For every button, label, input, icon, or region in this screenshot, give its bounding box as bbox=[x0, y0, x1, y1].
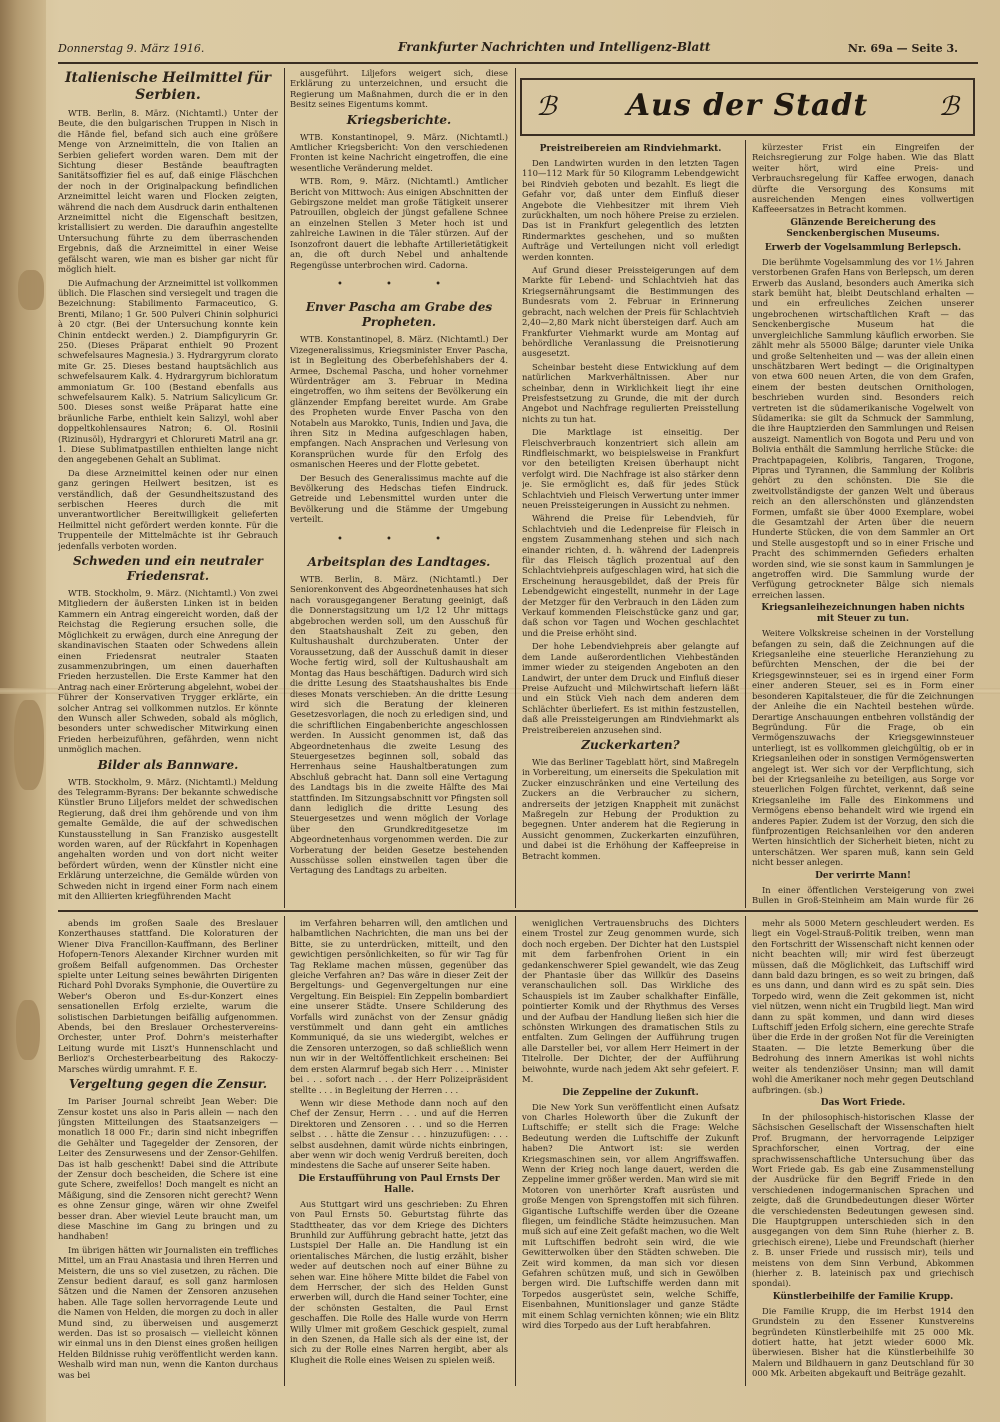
article-paragraph: Da diese Arzneimittel keinen oder nur einen ganz geringen Heilwert besitzen, ist es verständlich, daß der Gesundheitszustand des serbischen Heeres durch die mit unverantwortlicher Bereitwilligkeit gelieferten Heilmittel nicht gefördert werden konnte. Für die Truppenteile der Mittelmächte ist ihr Gebrauch jedenfalls verboten worden. bbox=[58, 467, 278, 551]
ornament-icon: ℬ bbox=[938, 92, 959, 122]
article-paragraph: In der philosophisch-historischen Klasse der Sächsischen Gesellschaft der Wissenschaften hielt Prof. Brugmann, der hervorragende Leipziger Sprachforscher, einen Vortrag, der eine sprachwissenschaftliche Untersuchung über das Wort Friede gab. Es gab eine Zusammenstellung der Ausdrücke für den Begriff Friede in den verschiedenen indogermanischen Sprachen und zeigte, daß die Grundbedeutungen dieser Wörter die verschiedensten Bedeutungen gewesen sind. Die Hauptgruppen unterschieden sich in den ausgegangen von dem Sinn Ruhe (hierher z. B. griechisch eirene), Liebe und Freundschaft (hierher z. B. unser Friede und russisch mir), teils und meistens von dem Sinn Verbund, Abkommen (hierher z. B. lateinisch pax und griechisch spondai). bbox=[752, 1111, 974, 1289]
masthead: Frankfurter Nachrichten und Intelligenz-Blatt bbox=[398, 40, 711, 54]
article-paragraph: Im Pariser Journal schreibt Jean Weber: Die Zensur kostet uns also in Paris allein — nach den jüngsten Mitteilungen des Staatsanzeigers — monatlich 18 000 Fr.; darin sind nicht inbegriffen die Gehälter und Tagegelder der Zensoren, der Leiter des Zensurwesens und der Zensor-Gehilfen. Das ist halb geschenkt! Dabei sind die Attribute der Zensur doch bescheiden, die Schere ist eine gute Schere, zweifellos! Doch mangelt es nicht an Mäßigung, sind die Zensoren nicht gerecht? Wenn es ohne Zensur ginge, wären wir ohne Zweifel besser dran. Aber wieviel Leute braucht man, um diese Maschine im Gang zu bringen und zu handhaben! bbox=[58, 1096, 278, 1242]
article-paragraph: mehr als 5000 Metern geschleudert werden. Es liegt ein Vogel-Strauß-Politik treiben, wenn man den Fortschritt der Wissenschaft nicht kennen oder nicht beachten will; mir wird fest überzeugt müssen, daß die Möglichkeit, das Luftschiff wird dann bald dazu bringen, es so weit zu bringen, daß es uns dann, und dann wird es zu spät sein. Dies Torpedo wird, wenn die Zeit gekommen ist, nicht viel nützen, wenn nicht ein Trugbild liegt. Man wird dann zu spät kommen, und dann wird dieses Luftschiff jeden Erfolg sichern, eine gerechte Strafe über die Erde in der großen Not für die Vereinigten Staaten. — Die letzte Bemerkung über die Bedrohung des innern Amerikas ist wohl nichts weiter als tendenziöser Unsinn; man will damit wohl die Amerikaner noch mehr gegen Deutschland aufbringen. (sb.) bbox=[752, 918, 974, 1095]
paper-damage bbox=[14, 700, 44, 790]
article-paragraph: Wie das Berliner Tageblatt hört, sind Maßregeln in Vorbereitung, um einerseits die Spekulation mit Zucker einzuschränken und eine Verteilung des Zuckers an die Verbraucher zu sichern, andrerseits der jetzigen Knappheit mit zunächst Maßregeln zur Hebung der Produktion zu begegnen. Unter anderem hat die Regierung in Aussicht genommen, Zuckerkarten einzuführen, und dabei ist die Erhöhung der Kaffeepreise in Betracht kommen. bbox=[522, 756, 739, 861]
article-paragraph: Scheinbar besteht diese Entwicklung auf dem natürlichen Markverhältnissen. Aber nur scheinbar, denn in Wirklichkeit liegt ihr eine Preisfestsetzung zu Grunde, die mit der durch Angebot und Nachfrage regulierten Preisstellung nichts zu tun hat. bbox=[522, 361, 739, 424]
article-paragraph: im Verfahren beharren will, den amtlichen und halbamtlichen Nachrichten, die man uns bei der Bitte, sie zu unterdrücken, mitteilt, und den gewichtigen persönlichkeiten, so für wir Tag für Tag Reklame machen müssen, gegenüber das gleiche Verfahren an? Das wäre in dieser Zeit der Bergeltungs- und Gegenvergeltungen nur eine Vergeltung. Ein Beispiel: Ein Zeppelin bombardiert eine unserer Städte. Unsere Schilderung des Vorfalls wird zunächst von der Zensur gnädig verstümmelt und dann geht ein amtliches Kommuniqué, da sie uns wiedergibt, welches er die Zensoren unterzogen, so daß schließlich wenn nun wir in der Weltöffentlichkeit erscheinen: Bei dem ersten Alarmruf begab sich Herr . . . Minister bei . . . sofort nach . . . der Herr Polizeipräsident stellte . . . in Begleitung der Herren . . . bbox=[290, 918, 508, 1095]
article-paragraph: ausgeführt. Liljefors weigert sich, diese Erklärung zu unterzeichnen, und ersucht die Regierung um Maßnahmen, durch die er in den Besitz seines Eigentums kommt. bbox=[290, 68, 508, 110]
article-paragraph: weniglichen Vertrauensbruchs des Dichters einem Trostel zur Zeug genommen wurde, sich doch noch ergeben. Der Dichter hat den Lustspiel mit dem farbenfrohen Orient in ein gedankenschwerer Spiel gewandelt, wie das Zeug der Phantasie über das Willkür des Daseins veranschaulichen soll. Das Wirkliche des Schauspiels ist im Zauber schalkhafter Einfälle, pointierter Komik und der Rhythmus des Verses und der Aufbau der Handlung ließen sich hier die schönsten Wirkungen des dramatischen Stils zu entfalten. Zum Gelingen der Aufführung trugen alle Darsteller bei, vor allem Herr Heimert in der Titelrolle. Der Dichter, der der Aufführung beiwohnte, wurde nach jedem Akt sehr gefeiert. F. M. bbox=[522, 918, 739, 1085]
article-paragraph: Den Landwirten wurden in den letzten Tagen 110—112 Mark für 50 Kilogramm Lebendgewicht bei Rindvieh geboten und bezahlt. Es liegt die Gefahr vor, daß unter dem Einfluß dieser Angebote die Viehbesitzer mit ihrem Vieh zurückhalten, um noch höhere Preise zu erzielen. Das ist in Frankfurt gelegentlich des letzten Rindermarktes geschehen, und so mußten Aufträge und Verteilungen nicht voll erledigt werden konnten. bbox=[522, 158, 739, 262]
column-rule bbox=[745, 916, 746, 1386]
column-2 bbox=[290, 68, 508, 906]
article-heading: Die Erstaufführung von Paul Ernsts Der Halle. bbox=[298, 1173, 500, 1195]
article-paragraph: WTB. Konstantinopel, 9. März. (Nichtamtl.) Amtlicher Kriegsbericht: Von den verschiedenen Fronten ist keine Nachricht eingetroffen, die eine wesentliche Veränderung meldet. bbox=[290, 131, 508, 173]
article-heading: Italienische Heilmittel für Serbien. bbox=[64, 70, 271, 103]
column-rule bbox=[284, 68, 285, 908]
column-1 bbox=[58, 68, 278, 906]
article-paragraph: WTB. Berlin, 8. März. (Nichtamtl.) Der Seniorenkonvent des Abgeordnetenhauses hat sich nach vorausgegangener Beratung geeinigt, daß die Donnerstagsitzung um 1/2 12 Uhr mittags abgebrochen werden soll, um den Ausschuß für den Staatshaushalt Zeit zu geben, den Kultushaushalt durchzuberaten. Unter der Voraussetzung, daß der Ausschuß damit in dieser Woche fertig wird, soll der Kultushaushalt am Montag das Haus beschäftigen. Dadurch wird sich die dritte Lesung des Staatshaushaltes bis Ende dieses Monats verschieben. An die dritte Lesung wird sich die Beratung der kleineren Gesetzesvorlagen, die noch zu erledigen sind, und die schriftlichen Eingabenberichte angeschlossen werden. In Aussicht genommen ist, daß das Abgeordnetenhaus die zweite Lesung des Steuergesetzes beginnen soll, sobald das Herrenhaus seine Haushaltberatungen zum Abschluß gebracht hat. Dann soll eine Vertagung des Landtags bis in die zweite Hälfte des Mai stattfinden. Im Sitzungsabschnitt vor Pfingsten soll dann lediglich die dritte Lesung des Steuergesetzes und wenn möglich der Vorlage über den Grundkreditgesetze im Abgeordnetenhaus vorgenommen werden. Die zur Vorberatung der beiden Gesetze bestehenden Ausschüsse sollen einstweilen tagen über die Vertagung des Landtags zu arbeiten. bbox=[290, 574, 508, 876]
article-heading: Schweden und ein neutraler Friedensrat. bbox=[73, 554, 263, 584]
header-rule bbox=[58, 62, 978, 64]
article-paragraph: Die Familie Krupp, die im Herbst 1914 den Grundstein zu den Essener Kunstvereins begründeten Künstlerbeihilfe mit 25 000 Mk. dotiert hatte, hat jetzt wieder 6000 Mk. überwiesen. Bisher hat die Künstlerbeihilfe 30 Malern und Bildhauern in ganz Deutschland für 30 000 Mk. Arbeiten abgekauft und Beiträge gezahlt. bbox=[752, 1305, 974, 1379]
article-paragraph: WTB. Berlin, 8. März. (Nichtamtl.) Unter der Beute, die den bulgarischen Truppen in Nisch in die Hände fiel, befand sich auch eine größere Menge von Arzneimitteln, die von Italien an Serbien geliefert worden waren. Dem mit der Sichtung dieser Bestände beauftragten Sanitätsoffizier fiel es auf, daß einige Fläschchen der noch in der Originalpackung befindlichen Arzneimittel leicht waren und Flocken zeigten, während die nach dem Ausdruck darin enthaltenen Arzneimittel nicht die Eigenschaft besitzen, kristallisiert zu werden. Die daraufhin angestellte Untersuchung führte zu dem überraschenden Ergebnis, daß die Arzneimittel in einer Weise gefälscht waren, wie man es bisher gar nicht für möglich hielt. bbox=[58, 108, 278, 275]
column-rule bbox=[515, 68, 516, 908]
paper-damage bbox=[16, 1000, 40, 1060]
article-heading: Zuckerkarten? bbox=[581, 737, 680, 752]
article-paragraph: Die New York Sun veröffentlicht einen Aufsatz von Charles Holeworth über die Zukunft der Luftschiffe; er stellt sich die Frage: Welche Bedeutung werden die Luftschiffe der Zukunft haben? Die Antwort ist: sie werden Kriegsmaschinen sein, vor allem Angriffswaffen. Wenn der Krieg noch lange dauert, werden die Zeppeline immer größer werden. Man wird sie mit Motoren von unerhörter Kraft ausrüsten und große Mengen von Sprengstoffen mit sich führen. Gigantische Luftschiffe werden über die Ozeane fliegen, um feindliche Städte heimzusuchen. Man muß sich auf eine Zeit gefaßt machen, wo die Welt mit Luftschiffen bedroht sein wird, die wie Gewitterwolken über den Städten schweben. Die Zeit wird kommen, da man sich vor diesen Gefahren schützen muß, und sich in Gewölben bergen wird. Die Luftschiffe werden dann mit Torpedos ausgerüstet sein, welche Schiffe, Eisenbahnen, Munitionslager und ganze Städte mit einem Schlag vernichten können; wie ein Blitz wird dies Torpedo aus der Luft herabfahren. bbox=[522, 1101, 739, 1331]
article-paragraph: Wenn wir diese Methode dann noch auf den Chef der Zensur, Herrn . . . und auf die Herren Direktoren und Zensoren . . . und so die Herren selbst . . . hätte die Zensur . . . hinzuzufügen: . . . selbst ausdehnen, damit würde nichts einbringen, aber wenn wir doch wenig Verdruß bereiten, doch mindestens die Sache auf unserer Seite haben. bbox=[290, 1097, 508, 1171]
separator-stars: • • • bbox=[336, 533, 462, 545]
article-paragraph: Weitere Volkskreise scheinen in der Vorstellung befangen zu sein, daß die Zeichnungen auf die Kriegsanleihe eine steuerliche Heranziehung zu befürchten Menschen, der die bei der Kriegsgewinnsteuer, sei es in irgend einer Form einer anderen Steuer, sei es in Form einer besonderen Kapitalsteuer, die für die Zeichnungen der Anleihe die ein Nachteil bestehen würde. Derartige Anschauungen entbehren vollständig der Begründung. Für die Frage, ob ein Vermögenszuwachs der Kriegsgewinnsteuer unterliegt, ist es vollkommen gleichgültig, ob er in Kriegsanleihen oder in sonstigen Vermögenswerten angelegt ist. Wer sich vor der Verpflichtung, sich bei der Kriegsanleihe zu beteiligen, aus Sorge vor steuerlichen Folgen fürchtet, verkennt, daß seine Kriegsanleihe im Falle des Einkommens und Vermögens ebenso behandelt wird wie irgend ein anderes Papier. Zudem ist der Vorzug, den sich die fünfprozentigen Reichsanleihen vor den anderen Werten hinsichtlich der Sicherheit bieten, nicht zu unterschätzen. Wer sparen muß, kann sein Geld nicht besser anlegen. bbox=[752, 628, 974, 868]
issue-page-number: Nr. 69a — Seite 3. bbox=[847, 42, 958, 55]
article-paragraph: Im übrigen hätten wir Journalisten ein treffliches Mittel, um an Frau Anastasia und ihren Herren und Meistern, die uns so viel zusetzen, zu rächen. Die Zensur bedient darauf, es soll ganz harmlosen Sätzen und die Namen der Zensoren anzusehen haben. Alle Tage sollen hervorragende Leute und die Namen von Helden, die morgen zu doch in aller Mund sind, zu überweisen und ausgemerzt werden. Das ist so prosaisch — vielleicht können wir einmal uns in den Dienst eines großen heiligen Helden Bildnisse ruhig veröffentlicht werden kann. Weshalb wird man nun, wenn die Kanton durchaus was bei bbox=[58, 1244, 278, 1380]
article-heading: Bilder als Bannware. bbox=[97, 757, 239, 772]
article-paragraph: Auf Grund dieser Preissteigerungen auf dem Markte für Lebend- und Schlachtvieh hat das Kriegsernährungsamt die Bestimmungen des Bundesrats vom 2. Februar in Erinnerung gebracht, nach welchen der Preis für Schlachtvieh 2,40—2,80 Mark nicht übersteigen darf. Auch am Frankfurter Viehmarkt wurde am Montag auf behördliche Veranlassung die Preisnotierung ausgesetzt. bbox=[522, 265, 739, 359]
bottom-column-4 bbox=[752, 918, 974, 1384]
column-rule bbox=[515, 916, 516, 1386]
column-4 bbox=[752, 142, 974, 906]
column-3 bbox=[522, 142, 739, 906]
article-paragraph: WTB. Stockholm, 9. März. (Nichtamtl.) Von zwei Mitgliedern der äußersten Linken ist in beiden Kammern ein Antrag eingereicht worden, daß der Reichstag die Regierung ersuchen solle, die Möglichkeit zu erwägen, durch eine Anregung der skandinavischen Staaten oder Schwedens allein einen Friedensrat neutraler Staaten zusammenzubringen, um einen dauerhaften Frieden herzustellen. Die Erste Kammer hat den Antrag nach einer Erörterung abgelehnt, wobei der Führer der Konservativen Trygger erklärte, ein solcher Antrag sei vollkommen nutzlos. Er könnte den Wunsch aller Schweden, sobald als möglich, besonders unter schwedischer Mitwirkung einen Frieden herbeizuführen, gefährden, wenn nicht unmöglich machen. bbox=[58, 588, 278, 755]
article-paragraph: WTB. Stockholm, 9. März. (Nichtamtl.) Meldung des Telegramm-Byrans: Der bekannte schwedische Künstler Bruno Liljefors meldet der schwedischen Regierung, daß drei ihm gehörende und von ihm gemalte Gemälde, die auf der schwedischen Kunstausstellung in San Franzisko ausgestellt worden waren, auf der Rückfahrt in Kopenhagen angehalten worden und von dort nicht weiter befördert würden, wenn der Künstler nicht eine Erklärung unterzeichne, die Gemälde würden von Schweden nicht in irgend einer Form nach einem mit den Alliierten kriegführenden Macht bbox=[58, 776, 278, 902]
paper-damage bbox=[18, 270, 44, 310]
section-banner bbox=[520, 78, 975, 136]
article-paragraph: kürzester Frist ein Eingreifen der Reichsregierung zur Folge haben. Wie das Blatt weiter hört, wird eine Preis- und Verbrauchsregelung für Kaffee erwogen, danach dürfte die Versorgung des Konsums mit ausreichenden Mengen eines vollwertigen Kaffeeersatzes in Betracht kommen. bbox=[752, 142, 974, 215]
article-paragraph: Aus Stuttgart wird uns geschrieben: Zu Ehren von Paul Ernsts 50. Geburtstag führte das Stadttheater, das vor dem Kriege des Dichters Brunhild zur Aufführung gebracht hatte, jetzt das Lustspiel Der Halle an. Die Handlung ist ein orientalisches Märchen, die lustig erzählt, bisher weder auf deutschen noch auf einer Bühne zu sehen war. Eine höhere Mitte bildet die Fabel von dem Herrscher, der sich des Helden Gunst erwerben will, durch die Hand seiner Tochter, eine der schönsten Gestalten, die Paul Ernst geschaffen. Die Rolle des Halle wurde von Herrn Willy Ulmer mit großem Geschick gespielt, zumal in den Szenen, da Halle sich als der eine ist, der sich zu der Rolle eines Narren hergibt, aber als Klugheit die Rolle eines Weisen zu spielen weiß. bbox=[290, 1198, 508, 1365]
article-paragraph: Der hohe Lebendviehpreis aber gelangte auf dem Lande außerordentlichen Viehbeständen immer wieder zu steigenden Angeboten an den Landwirt, der unter dem Druck und Einfluß dieser Preise Aufzucht und Milchwirtschaft liefern läßt und ein Stück Vieh nach dem anderen dem Schlächter überliefert. Es ist mithin festzustellen, daß alle Preissteigerungen am Rindviehmarkt als Preistreibereien anzusehen sind. bbox=[522, 641, 739, 735]
article-heading: Künstlerbeihilfe der Familie Krupp. bbox=[772, 1291, 954, 1302]
article-paragraph: In einer öffentlichen Versteigerung von zwei Bullen in Groß-Steinheim am Main wurde für 26 bbox=[752, 884, 974, 905]
article-paragraph: Während die Preise für Lebendvieh, für Schlachtvieh und die Ledenpreise für Fleisch in engstem Zusammenhang stehen und sich nach einander richten, d. h. während der Ladenpreis für das Fleisch täglich prozentual auf den Schlachtviehpreis aufgeschlagen wird, hat sich die Erscheinung herausgebildet, daß der Preis für Lebendgewicht eingestellt, nunmehr in der Lage der Metzger für den Verbrauch in den Läden zum Verkauf kommenden Fleischstücke ganz und gar, daß schon vor Tagen und Wochen geschlachtet und die Preise erhöht sind. bbox=[522, 513, 739, 638]
article-subheading: Erwerb der Vogelsammlung Berlepsch. bbox=[764, 242, 962, 253]
article-heading: Glänzende Bereicherung des Senckenbergischen Museums. bbox=[786, 217, 940, 239]
issue-date: Donnerstag 9. März 1916. bbox=[58, 42, 205, 55]
article-heading: Das Wort Friede. bbox=[820, 1097, 906, 1108]
article-heading: Die Zeppeline der Zukunft. bbox=[562, 1087, 699, 1098]
article-heading: Der verirrte Mann! bbox=[815, 870, 911, 881]
article-paragraph: abends im großen Saale des Breslauer Konzerthauses stattfand. Die Koloraturen der Wiener Diva Francillon-Kauffmann, des Berliner Hofopern-Tenors Alexander Kirchner wurden mit großem Beifall aufgenommen. Das Orchester spielte unter Leitung seines bewährten Dirigenten Richard Pohl Dvoraks Symphonie, die Ouvertüre zu Weber's Oberon und Es-dur-Konzert eines sensationellen Erfolg erzielte, warum die solistischen Darbietungen beifällig aufgenommen. Abends, bei den Breslauer Orchestervereins-Orchester, unter Prof. Dohrn's meisterhafter Leitung wurde mit Liszt's Hunnenschlacht und Berlioz's Orchesterbearbeitung des Rakoczy-Marsches würdig umrahmt. F. E. bbox=[58, 918, 278, 1074]
bottom-column-3 bbox=[522, 918, 739, 1384]
article-heading: Preistreibereien am Rindviehmarkt. bbox=[539, 144, 722, 154]
article-paragraph: WTB. Rom, 9. März. (Nichtamtl.) Amtlicher Bericht von Mittwoch: Aus einigen Abschnitten der Gebirgszone meldet man große Tätigkeit unserer Patrouillen, obgleich der jüngst gefallene Schnee an einzelnen Stellen 3 Meter hoch ist und zahlreiche Lawinen in die Täler stürzen. Auf der Isonzofront dauert die lebhafte Artillerietätigkeit an, die oft durch Nebel und anhaltende Regengüsse unterbrochen wird. Cadorna. bbox=[290, 176, 508, 270]
bottom-column-2 bbox=[290, 918, 508, 1384]
ornament-icon: ℬ bbox=[536, 92, 557, 122]
page-header bbox=[58, 40, 958, 62]
column-rule bbox=[284, 916, 285, 1386]
article-paragraph: Der Besuch des Generalissimus machte auf die Bevölkerung des Hedschas tiefen Eindruck. Getreide und Lebensmittel wurden unter die Bevölkerung und die Stämme der Umgebung verteilt. bbox=[290, 472, 508, 525]
separator-stars: • • • bbox=[336, 278, 462, 290]
section-title: Aus der Stadt bbox=[626, 88, 869, 123]
article-heading: Kriegsberichte. bbox=[346, 112, 452, 127]
column-rule bbox=[745, 140, 746, 908]
bottom-column-1 bbox=[58, 918, 278, 1384]
article-paragraph: WTB. Konstantinopel, 8. März. (Nichtamtl.) Der Vizegeneralissimus, Kriegsminister Enver Pascha, ist in Begleitung des Oberbefehlshabers der 4. Armee, Dschemal Pascha, und hoher vornehmer Würdenträger am 3. Februar in Medina eingetroffen, wo ihm seitens der Bevölkerung ein glänzender Empfang bereitet wurde. Am Grabe des Propheten wurde Enver Pascha von den Notabeln aus Marokko, Tunis, Indien und Java, die ihren Sitz in Medina aufgeschlagen haben, empfangen. Nach Ansprachen und Verlesung von Koransprüchen wurde für den Erfolg des osmanischen Heeres und der Flotte gebetet. bbox=[290, 334, 508, 470]
feuilleton-rule bbox=[58, 910, 978, 912]
article-heading: Vergeltung gegen die Zensur. bbox=[68, 1077, 268, 1092]
article-heading: Kriegsanleihezeichnungen haben nichts mit Steuer zu tun. bbox=[761, 603, 965, 625]
article-heading: Arbeitsplan des Landtages. bbox=[307, 555, 491, 570]
article-heading: Enver Pascha am Grabe des Propheten. bbox=[305, 300, 493, 330]
article-paragraph: Die Marktlage ist einseitig. Der Fleischverbrauch konzentriert sich allein am Rindfleischmarkt, wo beispielsweise in Frankfurt vor den beteiligten Kreisen überhaupt nicht verfolgt wird. Die Nachfrage ist also stärker denn je. Sie ermöglicht es, daß für jedes Stück Schlachtvieh und Fleisch Verwertung unter immer neuen Preissteigerungen in Aussicht zu nehmen. bbox=[522, 427, 739, 510]
article-paragraph: Die berühmte Vogelsammlung des vor 1½ Jahren verstorbenen Grafen Hans von Berlepsch, um deren Erwerb das Ausland, besonders auch Amerika sich stark bemüht hat, bleibt Deutschland erhalten — und ein erfreuliches Zeichen unserer ungebrochenen wirtschaftlichen Kraft — das Senckenbergische Museum hat die unvergleichliche Sammlung käuflich erworben. Sie zählt mehr als 55000 Bälge; darunter viele Unika und große Seltenheiten und — was der allein einen unschätzbaren Wert bedingt — die Originaltypen von etwa 600 neuen Arten, die von dem Grafen, einem der besten deutschen Ornithologen, beschrieben wurden sind. Besonders reich vertreten ist die südamerikanische Vogelwelt von Südamerika: sie gilt da Schmuck der Sammlung, die ihre Hauptzierden den Sammlungen und Reisen auszeigt. Namentlich von Bogota und Peru und von Bolivia enthält die Sammlung herrliche Stücke: die Prachtpapageien, Kolibris, Tangaren, Trogone, Pipras und Tyrannen, die Sammlung der Kolibris gehört zu den schönsten. Die Sie die zweitvollständigste der ganzen Welt und überaus reich an den allerschönsten und glänzendsten Formen, umfaßt sie über 4000 Exemplare, wobei die Gesamtzahl der Arten über die neuern Hunderte Stücken, die von dem Sammler an Ort und Stelle ausgestopft und so in einer Frische und Pracht des schimmernden Gefieders erhalten worden sind, wie sie sonst kaum in Sammlungen je angetroffen wird. Die Sammlung wurde der Verfügung getrockneter Bälge sich niemals erreichen lassen. bbox=[752, 256, 974, 600]
article-paragraph: Die Aufmachung der Arzneimittel ist vollkommen üblich. Die Flaschen sind versiegelt und tragen die Bezeichnung: Stabilimento Farmaceutico, G. Brenti, Milano; 1 Gr. 500 Pulveri Chinin solphurici à 20 ctgr. (Bei der Untersuchung konnte kein Chinin entdeckt werden.) 2. Diampfiguryrin Gr. 250. (Dieses Präparat enthielt 90 Prozent schwefelsaures Magnesia.) 3. Hydrargyrum clorato mite Gr. 25. Dieses bestand hauptsächlich aus schwefelsaurem Kalk. 4. Hydrargyrum bichloratum ammoniatum Gr. 100 (Bestand ebenfalls aus schwefelsaurem Kalk). 5. Natrium Salicylicum Gr. 500. Dieses sonst weiße Präparat hatte eine bräunliche Farbe, enthielt kein Salizyl, wohl aber doppeltkohlensaures Natron; 6. Ol. Rosinii (Rizinusöl), Hydrargyri et Chlorureti Matril ana gr. 1. Diese Sublimatpastillen enthielten lange nicht den angegebenen Gehalt an Sublimat. bbox=[58, 277, 278, 465]
